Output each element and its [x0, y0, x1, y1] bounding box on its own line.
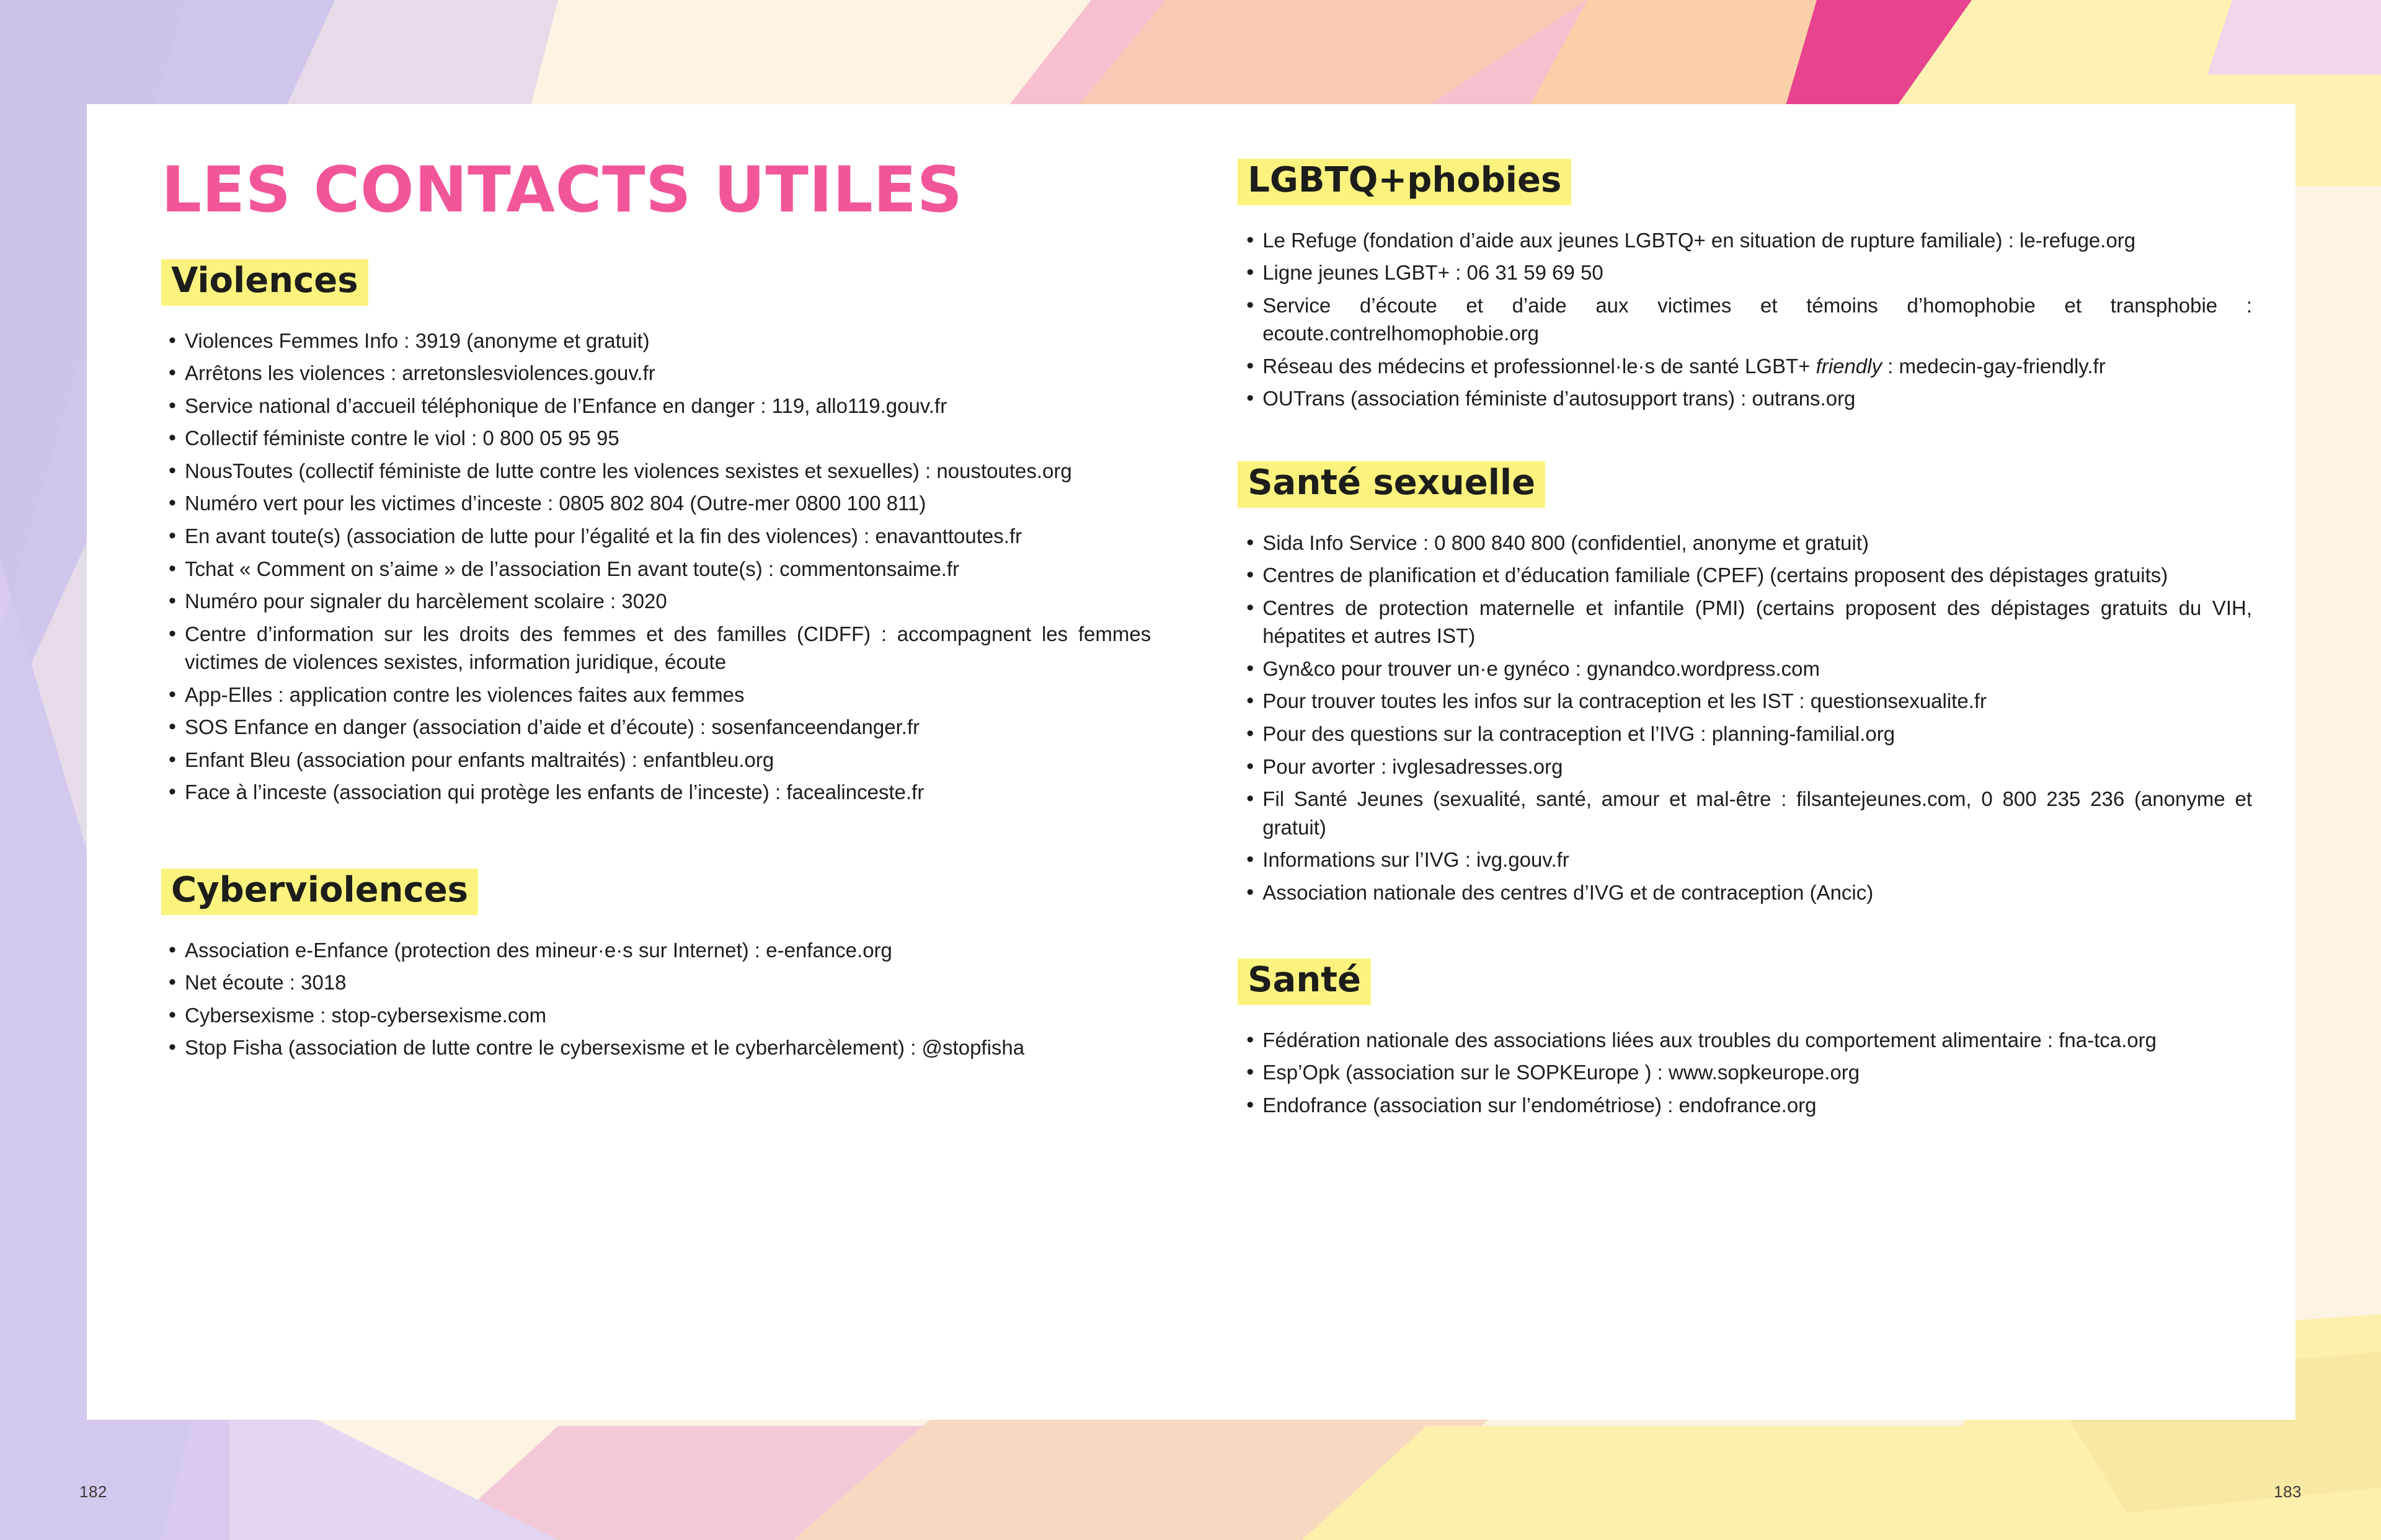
section-heading-sante-sexuelle: [1238, 461, 2252, 508]
list-item: • Arrêtons les violences : arretonslesviolences.gouv.fr: [169, 359, 1151, 387]
list-item: • NousToutes (collectif féministe de lutte contre les violences sexistes et sexuelles) : noustoutes.org: [169, 457, 1151, 485]
list-item: • Endofrance (association sur l’endométriose) : endofrance.org: [1246, 1091, 2252, 1120]
list-item: • Cybersexisme : stop-cybersexisme.com: [169, 1001, 1151, 1030]
cyberviolences-heading-label: Cyberviolences: [161, 869, 478, 915]
list-item: • Informations sur l’IVG : ivg.gouv.fr: [1246, 846, 2252, 874]
section-heading-sante: [1238, 958, 2252, 1005]
list-item: • Gyn&co pour trouver un·e gynéco : gynandco.wordpress.com: [1246, 655, 2252, 683]
section-heading-lgbtqphobies: [1238, 159, 2252, 205]
violences-heading-label: Violences: [161, 259, 368, 306]
list-item: • Net écoute : 3018: [169, 968, 1151, 997]
lgbtqphobies-heading-label: LGBTQ+phobies: [1238, 159, 1571, 205]
right-column: [1219, 141, 2252, 1395]
sante-list: [1219, 1026, 2252, 1120]
list-item: • Fédération nationale des associations liées aux troubles du comportement alimentaire : fna-tca.org: [1246, 1026, 2252, 1055]
list-item: • Collectif féministe contre le viol : 0 800 05 95 95: [169, 424, 1151, 453]
list-item: • Esp’Opk (association sur le SOPKEurope ) : www.sopkeurope.org: [1246, 1058, 2252, 1087]
folio-left: 182: [79, 1482, 107, 1501]
list-item: • Ligne jeunes LGBT+ : 06 31 59 69 50: [1246, 259, 2252, 287]
list-item: • Centre d’information sur les droits des femmes et des familles (CIDFF) : accompagnent les femmes victimes de violences sexistes, information juridique, écoute: [169, 620, 1151, 676]
sante-sexuelle-heading-label: Santé sexuelle: [1238, 461, 1545, 508]
list-item: • Pour avorter : ivglesadresses.org: [1246, 753, 2252, 781]
list-item: • Réseau des médecins et professionnel·le·s de santé LGBT+ friendly : medecin-gay-friendly.fr: [1246, 352, 2252, 381]
list-item: • Numéro pour signaler du harcèlement scolaire : 3020: [169, 587, 1151, 616]
list-item: • Service national d’accueil téléphonique de l’Enfance en danger : 119, allo119.gouv.fr: [169, 392, 1151, 420]
list-item: • Centres de protection maternelle et infantile (PMI) (certains proposent des dépistages gratuits du VIH, hépatites et autres IST): [1246, 594, 2252, 650]
sante-heading-label: Santé: [1238, 958, 1371, 1005]
list-item: • Centres de planification et d’éducation familiale (CPEF) (certains proposent des dépistages gratuits): [1246, 561, 2252, 590]
list-item: • Association e-Enfance (protection des mineur·e·s sur Internet) : e-enfance.org: [169, 936, 1151, 965]
lgbtqphobies-list: [1219, 226, 2252, 413]
list-item: • Stop Fisha (association de lutte contre le cybersexisme et le cyberharcèlement) : @stopfisha: [169, 1033, 1151, 1062]
section-heading-cyberviolences: [161, 869, 1151, 915]
list-item: • Sida Info Service : 0 800 840 800 (confidentiel, anonyme et gratuit): [1246, 529, 2252, 557]
list-item: • OUTrans (association féministe d’autosupport trans) : outrans.org: [1246, 384, 2252, 413]
list-item: • Enfant Bleu (association pour enfants maltraités) : enfantbleu.org: [169, 746, 1151, 774]
list-item: • Tchat « Comment on s’aime » de l’association En avant toute(s) : commentonsaime.fr: [169, 555, 1151, 583]
list-item: • En avant toute(s) (association de lutte pour l’égalité et la fin des violences) : enavanttoutes.fr: [169, 522, 1151, 551]
list-item: • Pour des questions sur la contraception et l’IVG : planning-familial.org: [1246, 720, 2252, 748]
list-item: • Association nationale des centres d’IVG et de contraception (Ancic): [1246, 878, 2252, 907]
list-item: • Service d’écoute et d’aide aux victimes et témoins d’homophobie et transphobie : ecoute.contrelhomophobie.org: [1246, 291, 2252, 348]
list-item: • Le Refuge (fondation d’aide aux jeunes LGBTQ+ en situation de rupture familiale) : le-refuge.org: [1246, 226, 2252, 255]
list-item: • Numéro vert pour les victimes d’inceste : 0805 802 804 (Outre-mer 0800 100 811): [169, 489, 1151, 518]
page-sheet: [87, 104, 2295, 1420]
violences-list: [130, 327, 1151, 807]
folio-right: 183: [2274, 1482, 2302, 1501]
list-item: • Pour trouver toutes les infos sur la contraception et les IST : questionsexualite.fr: [1246, 687, 2252, 715]
section-heading-violences: [161, 259, 1151, 306]
list-item: • Fil Santé Jeunes (sexualité, santé, amour et mal-être : filsantejeunes.com, 0 800 235 236 (anonyme et gratuit): [1246, 785, 2252, 841]
list-item: • App-Elles : application contre les violences faites aux femmes: [169, 681, 1151, 709]
sante-sexuelle-list: [1219, 529, 2252, 906]
left-column: [130, 141, 1219, 1395]
list-item: • Face à l’inceste (association qui protège les enfants de l’inceste) : facealinceste.fr: [169, 778, 1151, 807]
list-item: • SOS Enfance en danger (association d’aide et d’écoute) : sosenfanceendanger.fr: [169, 713, 1151, 741]
cyberviolences-list: [130, 936, 1151, 1062]
list-item: • Violences Femmes Info : 3919 (anonyme et gratuit): [169, 327, 1151, 355]
page-title: LES CONTACTS UTILES: [161, 153, 963, 227]
